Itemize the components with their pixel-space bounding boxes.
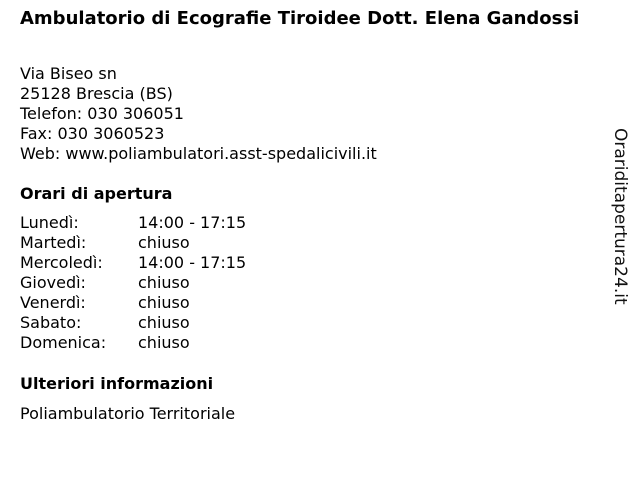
hours-row-tuesday <box>20 233 246 253</box>
time-value: 14:00 - 17:15 <box>138 253 247 272</box>
time-value: chiuso <box>138 293 190 312</box>
time-value: chiuso <box>138 273 190 292</box>
hours-row-thursday <box>20 273 246 293</box>
phone-number: Telefon: 030 306051 <box>20 104 184 123</box>
day-label: Lunedì: <box>20 213 79 232</box>
opening-hours-table <box>20 213 246 353</box>
day-label: Domenica: <box>20 333 107 352</box>
brand-watermark: Orariditapertura24.it <box>610 128 630 305</box>
more-info-heading: Ulteriori informazioni <box>20 374 214 393</box>
day-label: Martedì: <box>20 233 87 252</box>
day-label: Giovedì: <box>20 273 86 292</box>
fax-number: Fax: 030 3060523 <box>20 124 165 143</box>
day-label: Sabato: <box>20 313 82 332</box>
day-label: Mercoledì: <box>20 253 103 272</box>
day-label: Venerdì: <box>20 293 86 312</box>
opening-hours-heading: Orari di apertura <box>20 184 173 203</box>
hours-row-saturday <box>20 313 246 333</box>
street-address: Via Biseo sn <box>20 64 117 83</box>
hours-row-monday <box>20 213 246 233</box>
hours-row-sunday <box>20 333 246 353</box>
city-address: 25128 Brescia (BS) <box>20 84 173 103</box>
more-info-text: Poliambulatorio Territoriale <box>20 404 236 423</box>
contact-details <box>20 64 377 164</box>
page-title: Ambulatorio di Ecografie Tiroidee Dott. Elena Gandossi <box>20 8 580 29</box>
time-value: chiuso <box>138 313 190 332</box>
time-value: 14:00 - 17:15 <box>138 213 247 232</box>
hours-row-friday <box>20 293 246 313</box>
time-value: chiuso <box>138 233 190 252</box>
website-link[interactable]: Web: www.poliambulatori.asst-spedalicivili.it <box>20 144 377 163</box>
hours-row-wednesday <box>20 253 246 273</box>
time-value: chiuso <box>138 333 190 352</box>
